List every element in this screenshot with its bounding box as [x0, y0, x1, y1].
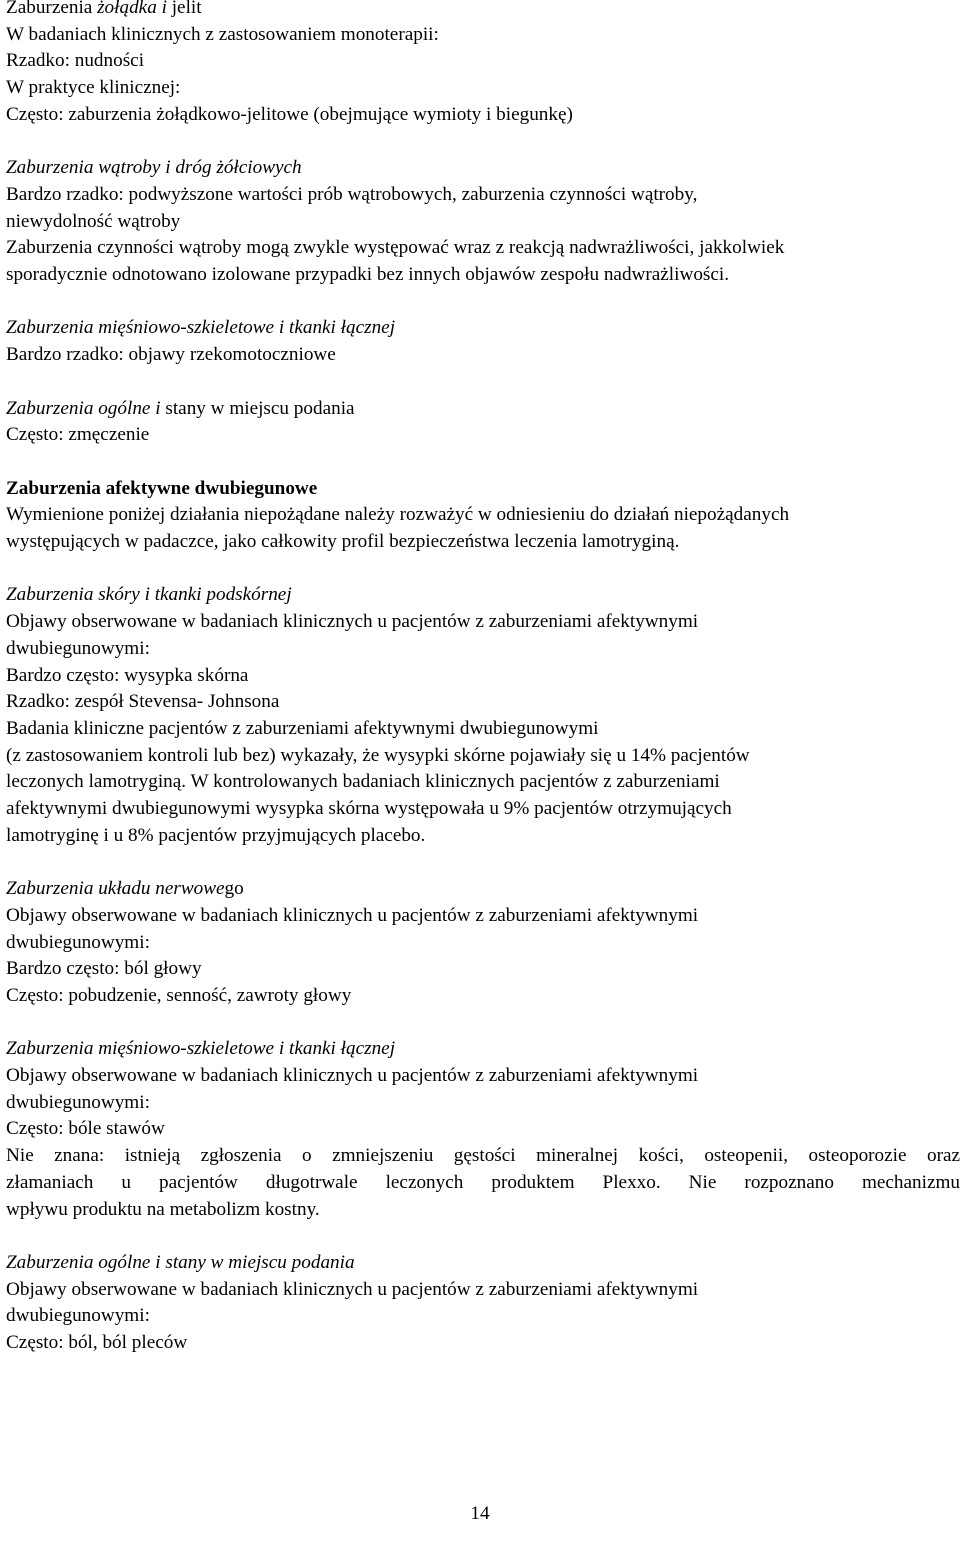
text-line: dwubiegunowymi:: [6, 1091, 150, 1113]
section-heading-musculoskeletal: Zaburzenia mięśniowo-szkieletowe i tkanki łącznej: [6, 317, 396, 339]
text-line: sporadycznie odnotowano izolowane przypadki bez innych objawów zespołu nadwrażliwości.: [6, 264, 730, 286]
text-line: Objawy obserwowane w badaniach klinicznych u pacjentów z zaburzeniami afektywnymi: [6, 1065, 699, 1087]
text-line: Wymienione poniżej działania niepożądane należy rozważyć w odniesieniu do działań niepożądanych: [6, 504, 790, 526]
text-line: Zaburzenia czynności wątroby mogą zwykle występować wraz z reakcją nadwrażliwości, jakkolwiek: [6, 237, 785, 259]
text-line: Badania kliniczne pacjentów z zaburzeniami afektywnymi dwubiegunowymi: [6, 717, 599, 739]
text-line: Objawy obserwowane w badaniach klinicznych u pacjentów z zaburzeniami afektywnymi: [6, 1278, 699, 1300]
text-line: (z zastosowaniem kontroli lub bez) wykazały, że wysypki skórne pojawiały się u 14% pacjentów: [6, 744, 750, 766]
text-line: wpływu produktu na metabolizm kostny.: [6, 1198, 320, 1220]
text-line: Często: pobudzenie, senność, zawroty głowy: [6, 984, 352, 1006]
section-heading-musculoskeletal-bipolar: Zaburzenia mięśniowo-szkieletowe i tkanki łącznej: [6, 1038, 396, 1060]
text-line: Nie znana: istnieją zgłoszenia o zmniejszeniu gęstości mineralnej kości, osteopenii, osteoporozie oraz: [6, 1145, 960, 1167]
text-line: Bardzo rzadko: podwyższone wartości prób wątrobowych, zaburzenia czynności wątroby,: [6, 183, 698, 205]
text-line: Rzadko: zespół Stevensa- Johnsona: [6, 691, 280, 713]
section-heading-general-disorders: Zaburzenia ogólne i stany w miejscu podania: [6, 397, 355, 419]
text-line: Bardzo często: wysypka skórna: [6, 664, 249, 686]
text-line: Bardzo często: ból głowy: [6, 958, 202, 980]
text-line: Rzadko: nudności: [6, 50, 145, 72]
text-line: Często: zaburzenia żołądkowo-jelitowe (obejmujące wymioty i biegunkę): [6, 103, 573, 125]
text-line: Objawy obserwowane w badaniach klinicznych u pacjentów z zaburzeniami afektywnymi: [6, 904, 699, 926]
text-line: Często: ból, ból pleców: [6, 1332, 188, 1354]
text-line: W praktyce klinicznej:: [6, 77, 181, 99]
section-heading-hepatobiliary: Zaburzenia wątroby i dróg żółciowych: [6, 157, 302, 179]
text-line: dwubiegunowymi:: [6, 637, 150, 659]
section-heading-nervous-system: Zaburzenia układu nerwowego: [6, 878, 244, 900]
text-line: Często: zmęczenie: [6, 424, 150, 446]
page-number: 14: [470, 1503, 490, 1524]
section-heading-general-disorders-bipolar: Zaburzenia ogólne i stany w miejscu podania: [6, 1251, 355, 1273]
section-heading-gastrointestinal: Zaburzenia żołądka i jelit: [6, 0, 202, 18]
text-line: Objawy obserwowane w badaniach klinicznych u pacjentów z zaburzeniami afektywnymi: [6, 611, 699, 633]
text-line: złamaniach u pacjentów długotrwale leczonych produktem Plexxo. Nie rozpoznano mechanizmu: [6, 1171, 960, 1193]
section-heading-skin: Zaburzenia skóry i tkanki podskórnej: [6, 584, 292, 606]
text-line: występujących w padaczce, jako całkowity profil bezpieczeństwa leczenia lamotryginą.: [6, 531, 680, 552]
text-line: afektywnymi dwubiegunowymi wysypka skórna występowała u 9% pacjentów otrzymujących: [6, 798, 732, 820]
text-line: Często: bóle stawów: [6, 1118, 165, 1140]
text-line: dwubiegunowymi:: [6, 931, 150, 953]
text-line: lamotryginę i u 8% pacjentów przyjmujących placebo.: [6, 824, 426, 846]
text-line: leczonych lamotryginą. W kontrolowanych badaniach klinicznych pacjentów z zaburzeniami: [6, 771, 720, 793]
text-line: Bardzo rzadko: objawy rzekomotoczniowe: [6, 344, 336, 366]
text-line: dwubiegunowymi:: [6, 1305, 150, 1327]
text-line: W badaniach klinicznych z zastosowaniem monoterapii:: [6, 23, 439, 45]
section-heading-bipolar-disorder: Zaburzenia afektywne dwubiegunowe: [6, 477, 318, 499]
document-body: [6, 0, 960, 1357]
text-line: niewydolność wątroby: [6, 210, 181, 232]
